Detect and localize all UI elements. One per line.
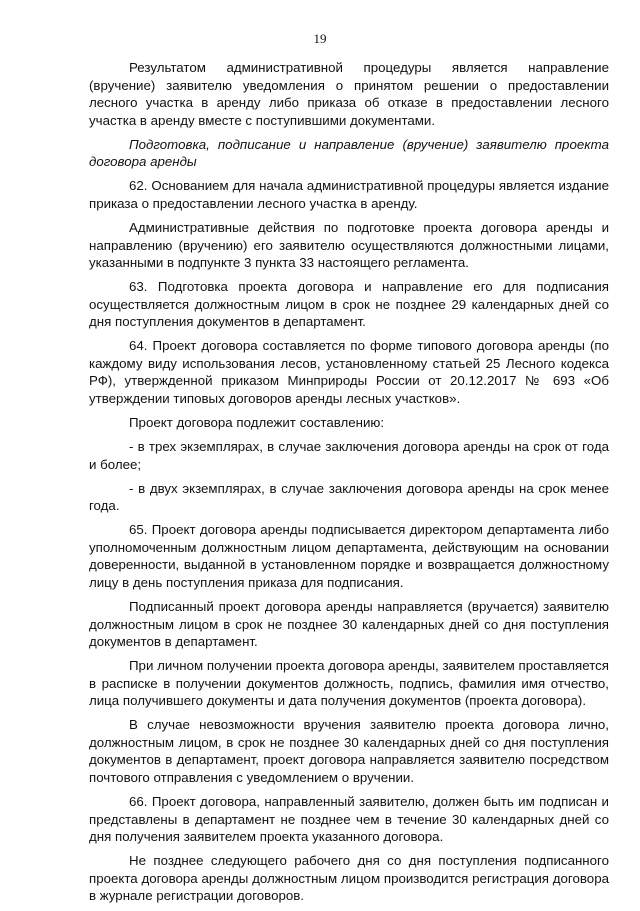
- paragraph: Не позднее следующего рабочего дня со дня поступления подписанного проекта договора аренды должностным лицом производится регистрация договора в журнале регистрации договоров.: [89, 853, 609, 904]
- list-item: - в двух экземплярах, в случае заключения договора аренды на срок менее года.: [89, 480, 609, 514]
- paragraph: При личном получении проекта договора аренды, заявителем проставляется в расписке в получении документов должность, подпись, фамилия имя отчество, лица получившего документы и дата получения документов (проекта договора).: [89, 658, 609, 709]
- paragraph: 64. Проект договора составляется по форме типового договора аренды (по каждому виду использования лесов, установленному статьей 25 Лесного кодекса РФ), утвержденной приказом Минприроды России от 20.12.2017 № 693 «Об утверждении типовых договоров аренды лесных участков».: [89, 338, 609, 407]
- paragraph: 62. Основанием для начала административной процедуры является издание приказа о предоставлении лесного участка в аренду.: [89, 178, 609, 211]
- paragraph: 63. Подготовка проекта договора и направление его для подписания осуществляется должностным лицом в срок не позднее 29 календарных дней со дня поступления документов в департамент.: [89, 279, 609, 330]
- section-heading: Подготовка, подписание и направление (вручение) заявителю проекта договора аренды: [89, 136, 609, 170]
- paragraph: Административные действия по подготовке проекта договора аренды и направлению (вручению) его заявителю осуществляются должностными лицами, указанными в подпункте 3 пункта 33 настоящего регламента.: [89, 219, 609, 271]
- paragraph: 66. Проект договора, направленный заявителю, должен быть им подписан и представлены в департамент не позднее чем в течение 30 календарных дней со дня получения заявителем проекта указанного договора.: [89, 794, 609, 845]
- list-item: - в трех экземплярах, в случае заключения договора аренды на срок от года и более;: [89, 439, 609, 472]
- paragraph: Подписанный проект договора аренды направляется (вручается) заявителю должностным лицом в срок не позднее 30 календарных дней со дня поступления документов в департамент.: [89, 598, 609, 650]
- paragraph: Проект договора подлежит составлению:: [129, 415, 385, 431]
- paragraph: 65. Проект договора аренды подписывается директором департамента либо уполномоченным должностным лицом департамента, действующим на основании доверенности, выданной в установленном порядке и возвращается должностному лицу в день поступления приказа для подписания.: [89, 522, 609, 590]
- document-body: [89, 59, 609, 911]
- paragraph: Результатом административной процедуры является направление (вручение) заявителю уведомления о принятом решении о предоставлении лесного участка в аренду либо приказа об отказе в предоставлении лесного участка в аренду вместе с поступившими документами.: [89, 60, 609, 128]
- paragraph: В случае невозможности вручения заявителю проекта договора лично, должностным лицом, в срок не позднее 30 календарных дней со дня поступления документов в департамент, проект договора направляется заявителю посредством почтового отправления с уведомлением о вручении.: [89, 717, 609, 786]
- page-number: 19: [313, 31, 327, 46]
